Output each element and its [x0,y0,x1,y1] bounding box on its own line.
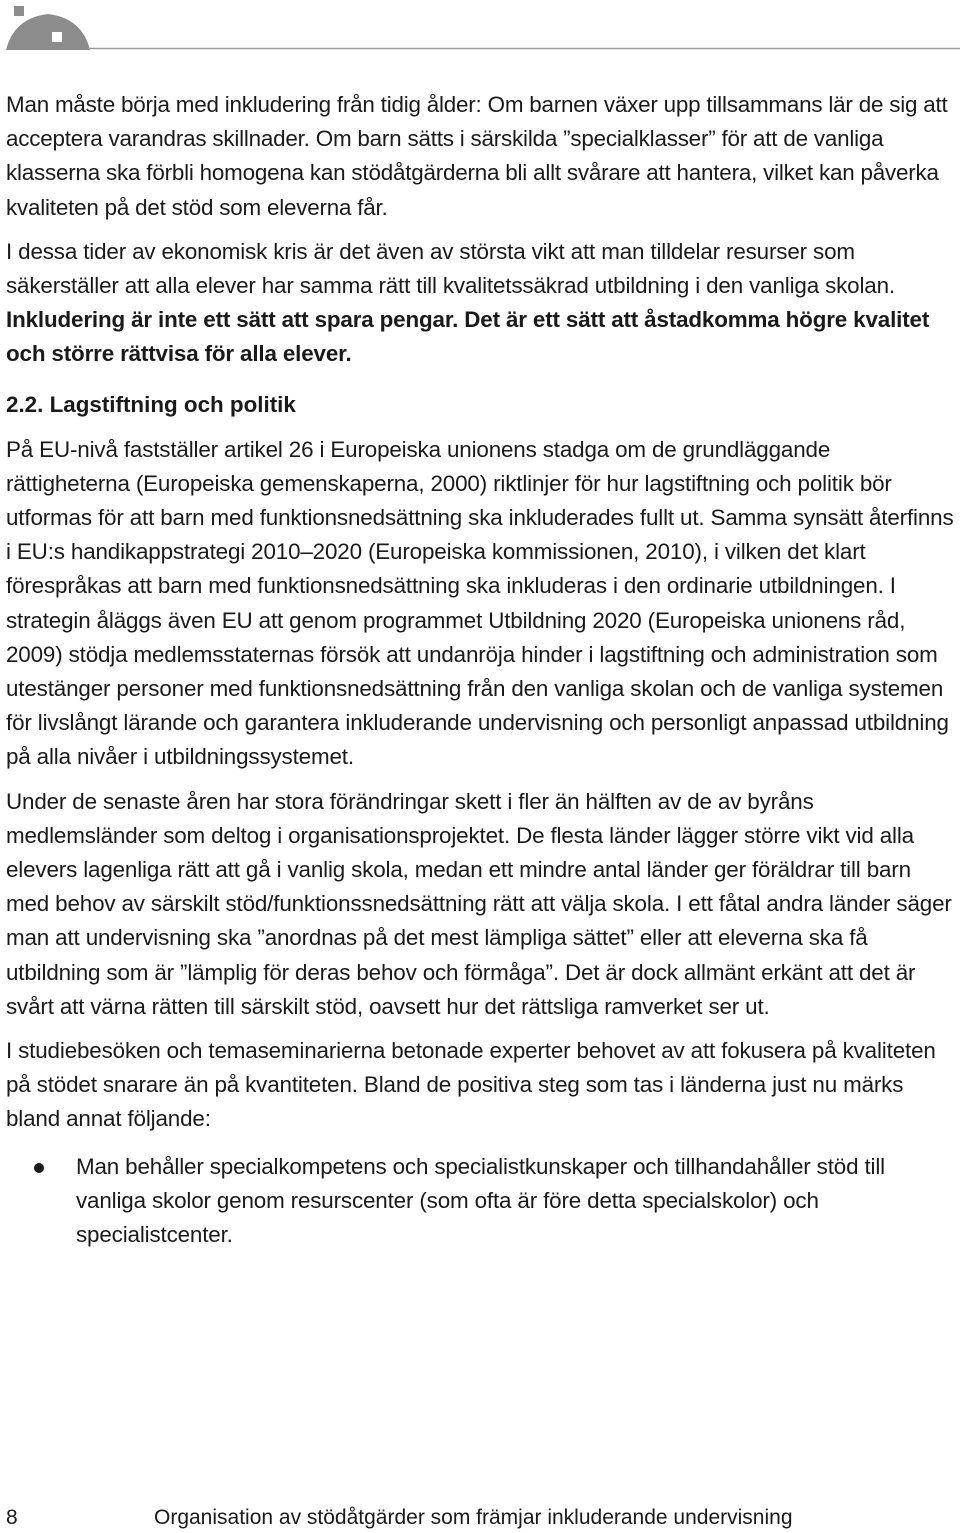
paragraph-economic-crisis-emphasis: Inkludering är inte ett sätt att spara pengar. Det är ett sätt att åstadkomma högre kvalitet och större rättvisa för alla elever. [6,307,930,367]
paragraph-recent-changes: Under de senaste åren har stora förändringar skett i fler än hälften av de av byråns medlemsländer som deltog i organisationsprojektet. De flesta länder lägger större vikt vid alla elevers lagenliga rätt att gå i vanlig skola, medan ett mindre antal länder ger föräldrar till barn med behov av särskilt stöd/funktionssnedsättning rätt att välja skola. I ett fåtal andra länder säger man att undervisning ska ”anordnas på det mest lämpliga sättet” eller att eleverna ska få utbildning som är ”lämplig för deras behov och förmåga”. Det är dock allmänt erkänt att det är svårt att värna rätten till särskilt stöd, oavsett hur det rättsliga ramverket ser ut. [6,788,952,1019]
paragraph-economic-crisis-text: I dessa tider av ekonomisk kris är det även av största vikt att man tilldelar resurser som säkerställer att alla elever har samma rätt till kvalitetssäkrad utbildning i den vanliga skolan. [6,238,895,299]
paragraph-eu-level: På EU-nivå fastställer artikel 26 i Europeiska unionens stadga om de grundläggande rättigheterna (Europeiska gemenskaperna, 2000) riktlinjer för hur lagstiftning och politik bör utformas för att barn med funktionsnedsättning ska inkluderades fullt ut. Samma synsätt återfinns i EU:s handikappstrategi 2010–2020 (Europeiska kommissionen, 2010), i vilken det klart förespråkas att barn med funktionsnedsättning ska inkluderas i den ordinarie utbildningen. I strategin åläggs även EU att genom programmet Utbildning 2020 (Europeiska unionens råd, 2009) stödja medlemsstaternas försök att undanröja hinder i lagstiftning och administration som utestänger personer med funktionsnedsättning från den vanliga skolan och de vanliga systemen för livslångt lärande och garantera inkluderande undervisning och personligt anpassad utbildning på alla nivåer i utbildningssystemet. [6,436,954,770]
paragraph-inclusion-early-age: Man måste börja med inkludering från tidig ålder: Om barnen växer upp tillsammans lär de sig att acceptera varandras skillnader. Om barn sätts i särskilda ”specialklasser” för att de vanliga klasserna ska förbli homogena kan stödåtgärderna bli allt svårare att hantera, vilket kan påverka kvaliteten på det stöd som eleverna får. [6,92,948,220]
page-header [0,0,960,50]
document-body [6,88,956,1252]
bullet-icon [34,1163,44,1173]
bullet-list [6,1150,956,1253]
header-graphic [0,0,960,50]
paragraph-economic-crisis [6,235,956,372]
section-heading: 2.2. Lagstiftning och politik [6,391,296,417]
footer-title: Organisation av stödåtgärder som främjar inkluderande undervisning [154,1506,793,1529]
page-number: 8 [6,1506,18,1529]
paragraph-study-visits: I studiebesöken och temaseminarierna betonade experter behovet av att fokusera på kvaliteten på stödet snarare än på kvantiteten. Bland de positiva steg som tas i länderna just nu märks bland annat följande: [6,1038,936,1132]
house-logo-icon [6,6,90,50]
list-item [6,1150,956,1253]
list-item-text: Man behåller specialkompetens och specialistkunskaper och tillhandahåller stöd till vanliga skolor genom resurscenter (som ofta är före detta specialskolor) och specialistcenter. [76,1153,885,1248]
